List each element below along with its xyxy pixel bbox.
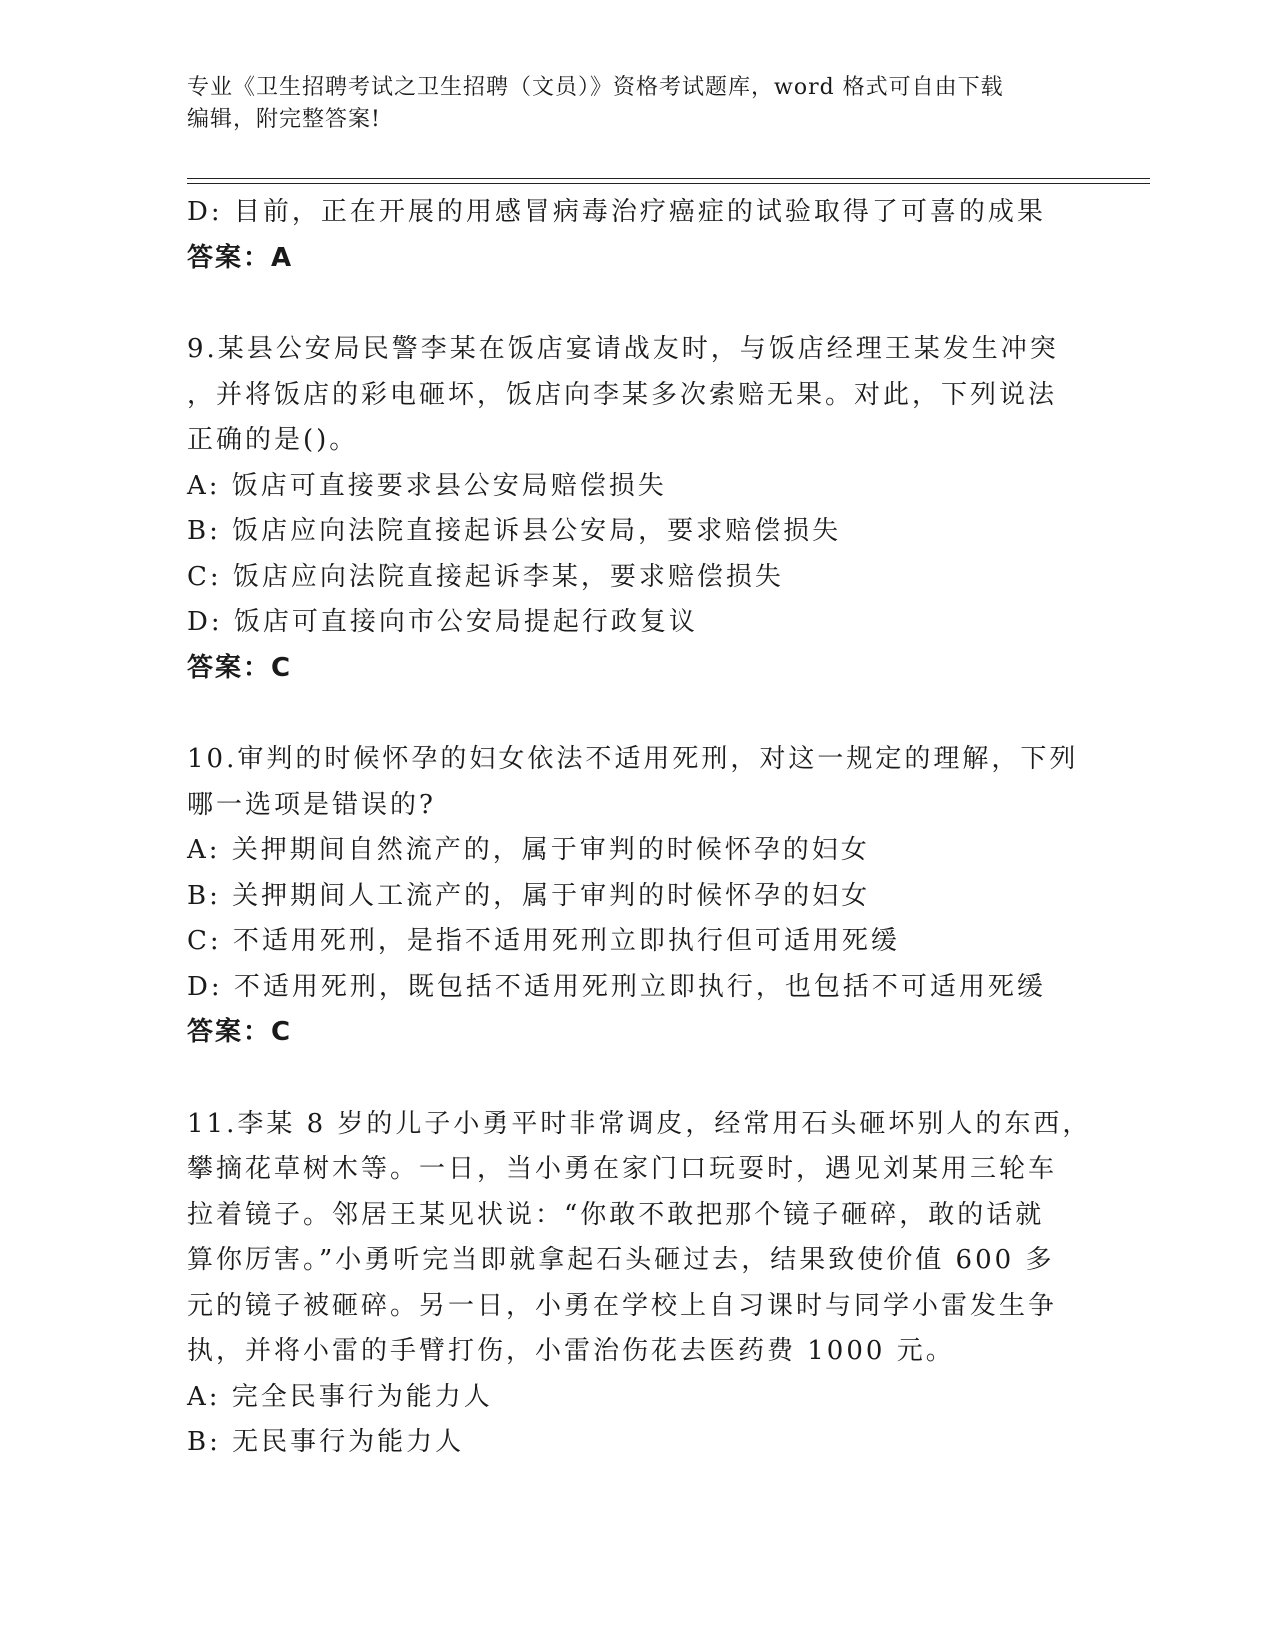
- header-divider-top: [187, 178, 1150, 179]
- option-c: C: 饭店应向法院直接起诉李某，要求赔偿损失: [187, 561, 784, 592]
- answer-line: 答案：C: [187, 1017, 293, 1047]
- option-c: C: 不适用死刑，是指不适用死刑立即执行但可适用死缓: [187, 926, 900, 956]
- question-stem-line: 算你厉害。”小勇听完当即就拿起石头砸过去，结果致使价值 600 多: [187, 1245, 1055, 1275]
- option-d: D: 目前，正在开展的用感冒病毒治疗癌症的试验取得了可喜的成果: [187, 197, 1046, 227]
- question-11: [187, 1102, 1092, 1466]
- option-a: A: 完全民事行为能力人: [187, 1381, 493, 1412]
- header-line-1: 专业《卫生招聘考试之卫生招聘（文员）》资格考试题库，word 格式可自由下载: [187, 75, 1004, 100]
- spacer: [187, 281, 1087, 327]
- spacer: [187, 691, 1087, 737]
- question-10: [187, 737, 1087, 1056]
- header-divider-bottom: [187, 183, 1150, 184]
- question-stem-line: 执，并将小雷的手臂打伤，小雷治伤花去医药费 1000 元。: [187, 1336, 955, 1366]
- option-d: D: 不适用死刑，既包括不适用死刑立即执行，也包括不可适用死缓: [187, 971, 1046, 1002]
- option-a: A: 饭店可直接要求县公安局赔偿损失: [187, 470, 667, 501]
- answer-line: 答案：A: [187, 242, 294, 273]
- header-line-2: 编辑，附完整答案!: [187, 107, 381, 132]
- option-d: D: 饭店可直接向市公安局提起行政复议: [187, 607, 698, 637]
- option-b: B: 饭店应向法院直接起诉县公安局，要求赔偿损失: [187, 516, 842, 546]
- option-a: A: 关押期间自然流产的，属于审判的时候怀孕的妇女: [187, 835, 870, 865]
- option-b: B: 无民事行为能力人: [187, 1427, 465, 1457]
- document-header: [187, 72, 1087, 136]
- question-stem-line: 拉着镜子。邻居王某见状说：“你敢不敢把那个镜子砸碎，敢的话就: [187, 1199, 1045, 1230]
- question-stem-line: 正确的是()。: [187, 425, 359, 455]
- question-stem-line: 元的镜子被砸碎。另一日，小勇在学校上自习课时与同学小雷发生争: [187, 1290, 1058, 1321]
- answer-line: 答案：C: [187, 652, 293, 683]
- document-body: [187, 190, 1092, 1466]
- question-stem-line: 攀摘花草树木等。一日，当小勇在家门口玩耍时，遇见刘某用三轮车: [187, 1154, 1058, 1184]
- spacer: [187, 1056, 1087, 1102]
- question-9: [187, 327, 1087, 691]
- question-stem-line: 哪一选项是错误的?: [187, 789, 436, 820]
- question-stem-line: 9.某县公安局民警李某在饭店宴请战友时，与饭店经理王某发生冲突: [187, 334, 1059, 364]
- question-stem-line: 10.审判的时候怀孕的妇女依法不适用死刑，对这一规定的理解，下列: [187, 744, 1079, 774]
- option-b: B: 关押期间人工流产的，属于审判的时候怀孕的妇女: [187, 880, 871, 911]
- question-stem-line: ，并将饭店的彩电砸坏，饭店向李某多次索赔无果。对此，下列说法: [187, 379, 1058, 410]
- prev-question-tail: [187, 190, 1087, 281]
- question-stem-line: 11.李某 8 岁的儿子小勇平时非常调皮，经常用石头砸坏别人的东西，: [187, 1108, 1092, 1139]
